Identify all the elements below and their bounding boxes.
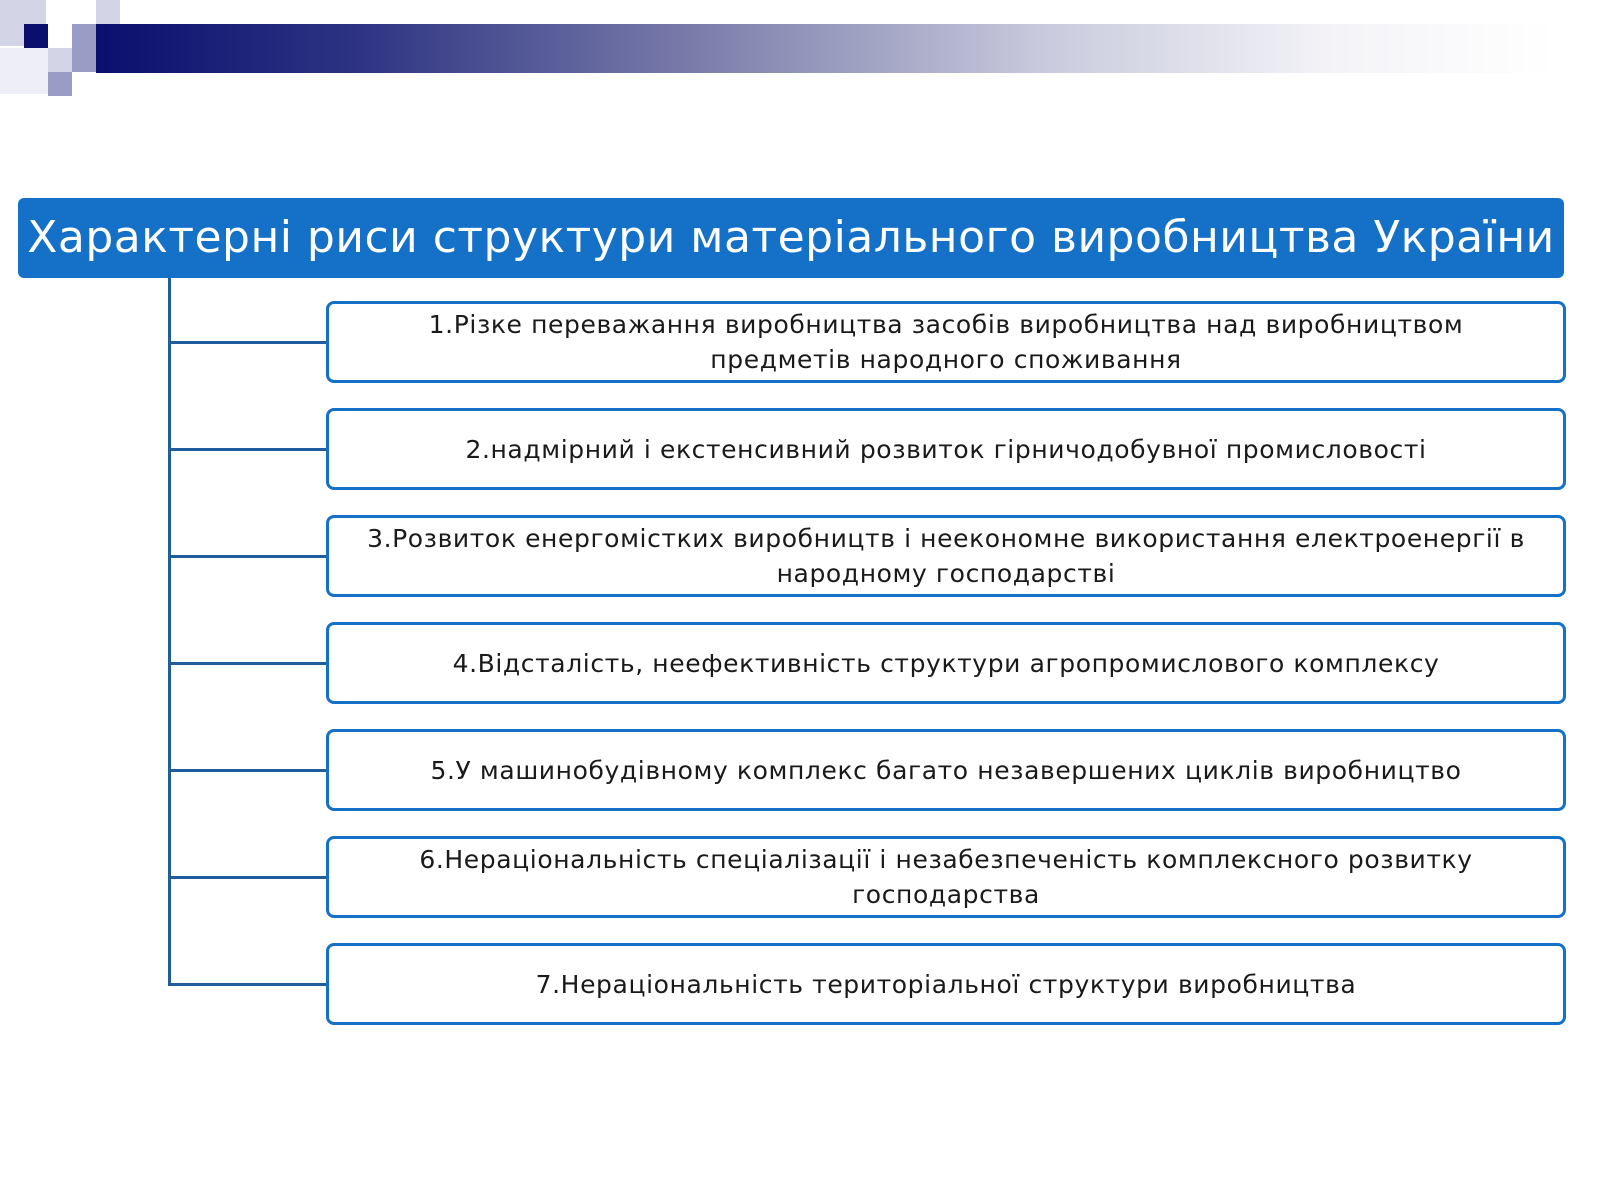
connector-branch-7 [168, 983, 326, 986]
decorative-square [48, 72, 72, 96]
decorative-square [96, 0, 120, 24]
feature-box-1 [326, 301, 1566, 383]
feature-box-2 [326, 408, 1566, 490]
feature-box-7 [326, 943, 1566, 1025]
feature-text-7: 7.Нераціональність територіальної структури виробництва [535, 969, 1357, 999]
feature-text-1: 1.Різке переважання виробництва засобів виробництва над виробництвом предметів народного споживання [428, 310, 1464, 374]
decorative-gradient-band [96, 24, 1556, 73]
feature-text-3: 3.Розвиток енергомістких виробництв і неекономне використання електроенергії в народному господарстві [367, 524, 1525, 588]
connector-trunk [168, 278, 171, 986]
decorative-square [24, 24, 48, 48]
decorative-square [72, 48, 96, 72]
feature-box-3 [326, 515, 1566, 597]
decorative-square [48, 48, 72, 72]
feature-text-6: 6.Нераціональність спеціалізації і незабезпеченість комплексного розвитку господарства [419, 845, 1473, 909]
connector-branch-6 [168, 876, 326, 879]
feature-box-5 [326, 729, 1566, 811]
feature-text-2: 2.надмірний і екстенсивний розвиток гірничодобувної промисловості [465, 434, 1427, 464]
connector-branch-1 [168, 341, 326, 344]
connector-branch-4 [168, 662, 326, 665]
connector-branch-3 [168, 555, 326, 558]
feature-box-4 [326, 622, 1566, 704]
decorative-square [72, 24, 96, 48]
connector-branch-2 [168, 448, 326, 451]
feature-box-6 [326, 836, 1566, 918]
connector-branch-5 [168, 769, 326, 772]
diagram-title: Характерні риси структури матеріального виробництва України [18, 198, 1564, 278]
feature-text-5: 5.У машинобудівному комплекс багато незавершених циклів виробництво [430, 755, 1462, 785]
decorative-square [0, 48, 48, 94]
feature-text-4: 4.Відсталість, неефективність структури агропромислового комплексу [452, 648, 1440, 678]
